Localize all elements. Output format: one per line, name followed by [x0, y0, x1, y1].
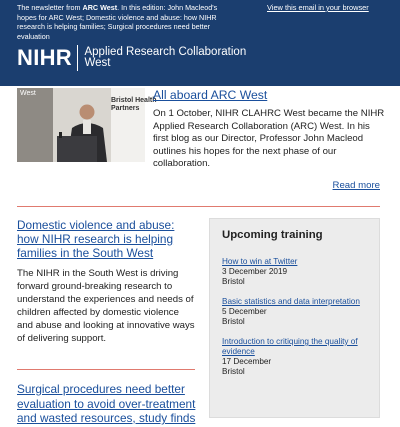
- training-item-link[interactable]: Basic statistics and data interpretation: [222, 297, 360, 306]
- training-item-place: Bristol: [222, 367, 245, 376]
- article2-body: The NIHR in the South West is driving forward ground-breaking research to understand the experiences and needs of children affected by domestic violence and abuse and looking at innovative ways of delivering support.: [17, 268, 195, 344]
- training-item-link[interactable]: Introduction to critiquing the quality of evidence: [222, 337, 358, 356]
- preheader-prefix: The newsletter from: [17, 3, 81, 12]
- training-item-date: 5 December: [222, 307, 267, 316]
- training-item-date: 3 December 2019: [222, 267, 288, 276]
- training-item: [222, 337, 367, 377]
- logo-arc-text: [84, 47, 246, 69]
- article3-title-link[interactable]: Surgical procedures need better evaluation to avoid over-treatment and wasted resources, study finds: [17, 382, 196, 425]
- training-item-date: 17 December: [222, 357, 272, 366]
- preheader-brand: ARC West: [82, 3, 118, 12]
- training-item-link[interactable]: How to win at Twitter: [222, 257, 298, 266]
- preheader-rest: . In this edition: John Macleod's hopes for ARC West; Domestic violence and abuse: how NIHR research is helping families; Surgical procedures need better evaluation: [17, 3, 218, 41]
- view-in-browser-link[interactable]: View this email in your browser: [267, 3, 369, 12]
- training-item: [222, 297, 367, 327]
- article-divider: [17, 369, 195, 370]
- newsletter-header: [0, 0, 400, 86]
- image-caption-line2: Partners: [111, 105, 140, 112]
- training-item-place: Bristol: [222, 277, 245, 286]
- logo-arc-line2: West: [84, 57, 111, 69]
- preheader-text: [17, 3, 232, 41]
- upcoming-training-panel: [209, 218, 380, 418]
- logo-nihr-text: NIHR: [17, 45, 72, 70]
- training-item-place: Bristol: [222, 317, 245, 326]
- training-heading: Upcoming training: [222, 229, 323, 241]
- article2-title-link[interactable]: Domestic violence and abuse: how NIHR research is helping families in the South West: [17, 218, 175, 260]
- section-divider: [17, 206, 380, 207]
- svg-text:Bristol Health Partners: [111, 97, 158, 112]
- logo-arc-line1: Applied Research Collaboration: [84, 46, 247, 58]
- logo-separator: [77, 45, 79, 71]
- image-corner-text: West: [20, 90, 36, 97]
- article1-body: On 1 October, NIHR CLAHRC West became the NIHR Applied Research Collaboration (ARC) West. In his first blog as our Director, Professor John Macleod outlines his hopes for the next phase of our collaboration.: [153, 108, 385, 170]
- article1-title-link[interactable]: All aboard ARC West: [153, 88, 268, 102]
- training-item: [222, 257, 367, 287]
- image-caption-line1: Bristol Health: [111, 97, 157, 104]
- nihr-logo: [17, 43, 246, 73]
- article-image-speaker[interactable]: [17, 88, 157, 162]
- read-more-link[interactable]: Read more: [332, 180, 380, 191]
